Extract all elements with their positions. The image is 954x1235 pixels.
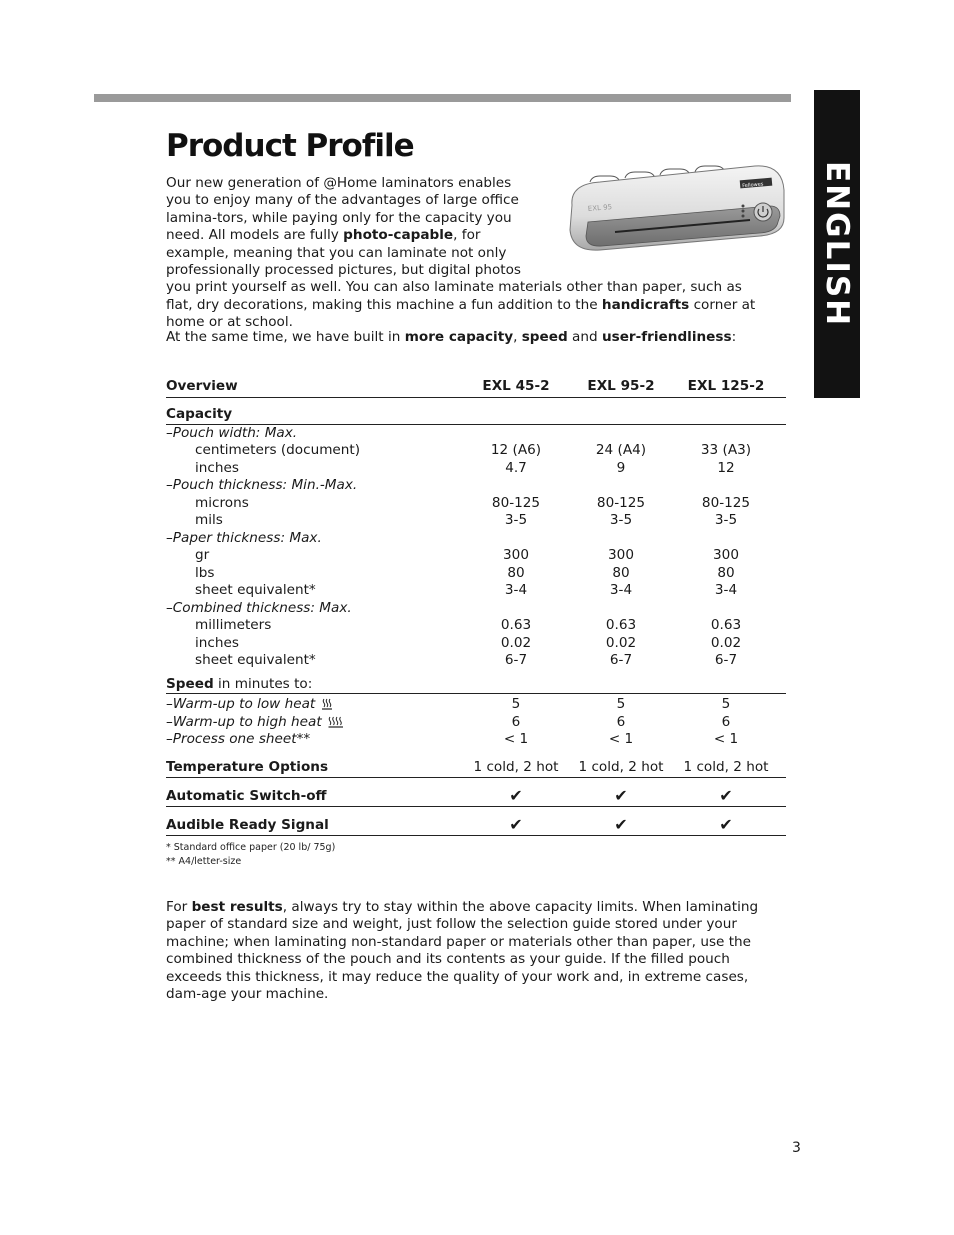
footnotes: * Standard office paper (20 lb/ 75g) ** A4/letter-size — [166, 842, 336, 867]
best-results-paragraph: For best results, always try to stay within the above capacity limits. When laminating paper of standard size and weight, just follow the selection guide stored under your machine; when laminating non-standard paper or materials other than paper, use the combined thickness of the pouch and its contents as your guide. If the filled pouch exceeds this thickness, it may reduce the quality of your work and, in extreme cases, dam-age your machine. — [166, 899, 759, 1003]
language-tab — [814, 90, 860, 398]
table-row: –Warm-up to low heat 5 5 5 — [166, 696, 731, 712]
auto-switch-off-row: Automatic Switch-off ✔ ✔ ✔ — [166, 786, 786, 807]
table-row: mils 3-5 3-5 3-5 — [195, 512, 738, 528]
table-row: –Pouch width: Max. — [166, 424, 298, 441]
table-row: –Paper thickness: Max. — [166, 529, 322, 546]
check-icon: ✔ — [719, 785, 733, 805]
table-row: inches 4.7 9 12 — [195, 459, 735, 476]
table-row: gr 300 300 300 — [195, 547, 739, 563]
page-title: Product Profile — [166, 128, 414, 164]
check-icon: ✔ — [614, 785, 628, 805]
capacity-intro-paragraph: At the same time, we have built in more capacity, speed and user-friendliness: — [166, 329, 737, 345]
table-row: sheet equivalent* 6-7 6-7 6-7 — [195, 652, 738, 668]
table-row: millimeters 0.63 0.63 0.63 — [195, 617, 742, 633]
table-row: –Combined thickness: Max. — [166, 599, 352, 616]
check-icon: ✔ — [509, 814, 523, 834]
high-heat-icon — [328, 716, 344, 728]
table-row: inches 0.02 0.02 0.02 — [195, 634, 742, 651]
low-heat-icon — [321, 698, 333, 710]
table-row: centimeters (document) 12 (A6) 24 (A4) 33 (A3) — [195, 442, 752, 458]
speed-heading: Speed in minutes to: — [166, 676, 786, 695]
table-row: –Pouch thickness: Min.-Max. — [166, 477, 358, 493]
check-icon: ✔ — [614, 814, 628, 834]
table-row: microns 80-125 80-125 80-125 — [195, 494, 751, 511]
model-label: EXL 95 — [587, 202, 613, 214]
brand-label: Fellowes — [741, 181, 764, 190]
check-icon: ✔ — [509, 785, 523, 805]
header-rule — [94, 94, 791, 102]
table-header-row: Overview EXL 45-2 EXL 95-2 EXL 125-2 — [166, 378, 786, 398]
intro-paragraph: Our new generation of @Home laminators enables you to enjoy many of the advantages of large office lamina-tors, while paying only for the capacity you need. All models are fully photo-capable, for example, meaning that you can laminate not only professionally processed pictures, but digital photos you print yourself as well. You can also laminate materials other than paper, such as flat, dry decorations, making this machine a fun addition to the handicrafts corner at home or at school. — [166, 175, 756, 331]
table-row: –Warm-up to high heat 6 6 6 — [166, 713, 731, 730]
table-row: –Process one sheet** < 1 < 1 < 1 — [166, 731, 739, 747]
capacity-heading: Capacity — [166, 406, 786, 425]
page-number: 3 — [792, 1140, 801, 1156]
check-icon: ✔ — [719, 814, 733, 834]
temperature-row: Temperature Options 1 cold, 2 hot 1 cold, 2 hot 1 cold, 2 hot — [166, 757, 786, 778]
table-row: lbs 80 80 80 — [195, 564, 735, 581]
table-row: sheet equivalent* 3-4 3-4 3-4 — [195, 582, 738, 598]
specification-table — [166, 378, 786, 836]
language-tab-label: ENGLISH — [819, 160, 855, 328]
audible-signal-row: Audible Ready Signal ✔ ✔ ✔ — [166, 815, 786, 836]
